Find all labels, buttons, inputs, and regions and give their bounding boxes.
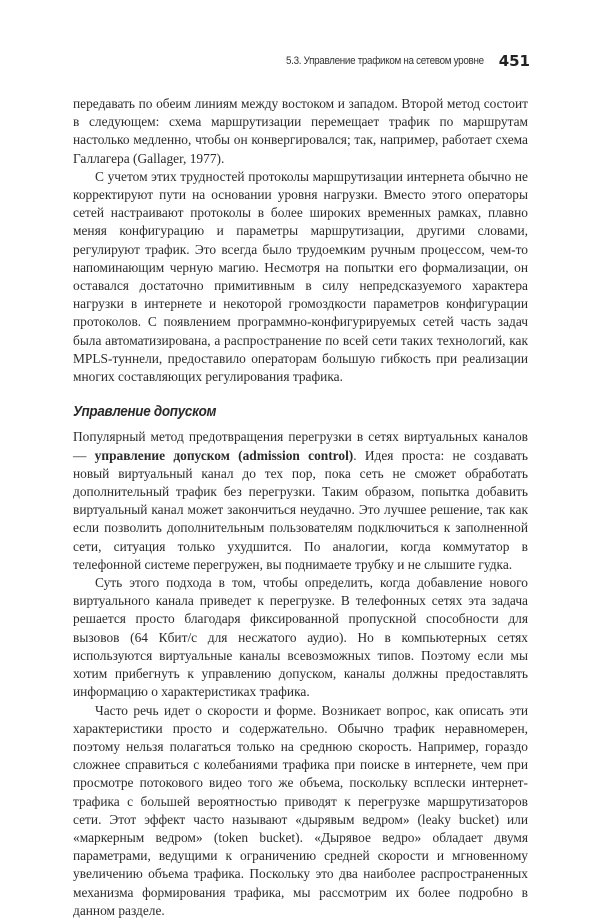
page-number: 451	[498, 52, 530, 70]
paragraph-rest: . Идея проста: не создавать новый виртуальный канал до тех пор, пока сеть не сможет обработать дополнительный трафик без перегрузки. Таким образом, попытка добавить виртуальный канал может закончиться неудачно. Это лучшее решение, так как если позволить дополнительным пользователям подключиться к заполненной сети, ситуация только ухудшится. По аналогии, когда коммутатор в телефонной системе перегружен, вы поднимаете трубку и не слышите гудка.	[73, 447, 528, 572]
paragraph-lead: Популярный метод предотвращения перегрузки в сетях виртуальных каналов —	[73, 429, 528, 463]
paragraph: Часто речь идет о скорости и форме. Возникает вопрос, как описать эти характеристики просто и содержательно. Обычно трафик неравномерен, поэтому нельзя полагаться только на среднюю скорость. Например, гораздо сложнее справиться с колебаниями трафика при поиске в интернете, чем при просмотре потокового видео того же объема, поскольку всплески интернет-трафика с большей вероятностью приводят к перегрузке маршрутизаторов сети. Этот эффект часто называют «дырявым ведром» (leaky bucket) или «маркерным ведром» (token bucket). «Дырявое ведро» обладает двумя параметрами, ведущими к ограничению средней скорости и мгновенному увеличению объема трафика. Поскольку это два наиболее распространенных механизма формирования трафика, мы рассмотрим их более подробно в данном разделе.	[73, 702, 528, 918]
defined-term: управление допуском (admission control)	[94, 447, 354, 463]
page-header	[286, 52, 530, 72]
page-body	[73, 95, 528, 920]
running-title: 5.3. Управление трафиком на сетевом уровне	[286, 55, 484, 67]
paragraph: С учетом этих трудностей протоколы маршрутизации интернета обычно не корректируют пути на основании уровня нагрузки. Вместо этого операторы сетей настраивают протоколы в более широких временных рамках, плавно меняя конфигурацию и параметры маршрутизации, другими словами, регулируют трафик. Это всегда было трудоемким ручным процессом, чем-то напоминающим черную магию. Несмотря на попытки его формализации, он оставался достаточно примитивным в силу непредсказуемого характера нагрузки в интернете и некоторой громоздкости параметров конфигурации протоколов. С появлением программно-конфигурируемых сетей часть задач была автоматизирована, а распространение по всей сети таких технологий, как MPLS-туннели, предоставило операторам большую гибкость при реализации многих составляющих регулирования трафика.	[73, 168, 528, 385]
section-heading: Управление допуском	[73, 404, 217, 421]
paragraph-admission-control-intro	[73, 428, 528, 574]
paragraph: передавать по обеим линиям между востоком и западом. Второй метод состоит в следующем: схема маршрутизации перемещает трафик по маршрутам настолько медленно, чтобы он конвергировался; так, например, работает схема Галлагера (Gallager, 1977).	[73, 96, 528, 166]
paragraph: Суть этого подхода в том, чтобы определить, когда добавление нового виртуального канала приведет к перегрузке. В телефонных сетях эта задача решается просто благодаря фиксированной пропускной способности для вызовов (64 Кбит/с для несжатого аудио). Но в компьютерных сетях используются виртуальные каналы всевозможных типов. Поэтому если мы хотим прибегнуть к управлению допуском, каналы должны предоставлять информацию о характеристиках трафика.	[73, 575, 528, 700]
